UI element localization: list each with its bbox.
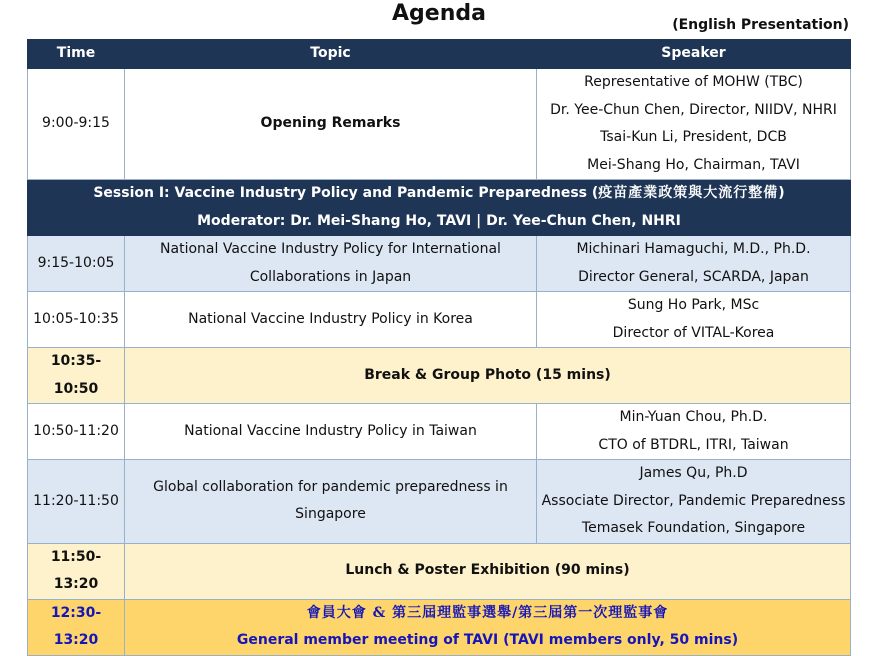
- meeting-cell: [125, 599, 851, 655]
- page-subtitle: (English Presentation): [672, 17, 849, 33]
- speaker-line: Min-Yuan Chou, Ph.D.: [619, 409, 768, 425]
- agenda-row-talk2: [28, 292, 851, 348]
- session-title-en: Session I: Vaccine Industry Policy and Pandemic Preparedness (: [93, 185, 599, 201]
- session-title-close: ): [778, 185, 785, 201]
- speaker-line: Dr. Yee-Chun Chen, Director, NIIDV, NHRI: [550, 101, 837, 118]
- speaker-line: Michinari Hamaguchi, M.D., Ph.D.: [576, 241, 811, 257]
- speaker-cell: [537, 292, 851, 348]
- lunch-label: Lunch & Poster Exhibition (90 mins): [125, 543, 851, 599]
- agenda-row-lunch: [28, 543, 851, 599]
- speaker-line: CTO of BTDRL, ITRI, Taiwan: [598, 436, 789, 453]
- header-row: [28, 40, 851, 69]
- time-cell: 11:20-11:50: [28, 460, 125, 544]
- header-time: Time: [28, 40, 125, 69]
- speaker-line: Mei-Shang Ho, Chairman, TAVI: [587, 156, 800, 173]
- header-topic: Topic: [125, 40, 537, 69]
- speaker-line: Director of VITAL-Korea: [612, 324, 775, 341]
- agenda-row-talk3: [28, 404, 851, 460]
- speaker-line: Director General, SCARDA, Japan: [578, 268, 809, 285]
- time-cell: 12:30-13:20: [28, 599, 125, 655]
- topic-cell: [125, 460, 537, 544]
- topic-line: Global collaboration for pandemic preparedness in: [153, 478, 508, 495]
- session-header-row: [28, 180, 851, 236]
- time-cell: 10:50-11:20: [28, 404, 125, 460]
- session-header-cell: [28, 180, 851, 236]
- speaker-cell: [537, 460, 851, 544]
- session-moderator: Moderator: Dr. Mei-Shang Ho, TAVI | Dr. Yee-Chun Chen, NHRI: [197, 212, 681, 229]
- speaker-cell: [537, 404, 851, 460]
- time-cell: 10:35-10:50: [28, 348, 125, 404]
- speaker-line: Tsai-Kun Li, President, DCB: [600, 129, 787, 145]
- break-label: Break & Group Photo (15 mins): [125, 348, 851, 404]
- agenda-row-meeting: [28, 599, 851, 655]
- page-title: Agenda: [392, 1, 486, 26]
- agenda-row-break: [28, 348, 851, 404]
- speaker-line: Temasek Foundation, Singapore: [581, 520, 806, 536]
- speaker-cell: [537, 69, 851, 180]
- time-cell: 10:05-10:35: [28, 292, 125, 348]
- agenda-table: [27, 39, 851, 656]
- time-cell: 9:15-10:05: [28, 236, 125, 292]
- session-title: [32, 180, 846, 208]
- time-cell: 11:50-13:20: [28, 543, 125, 599]
- time-cell: 9:00-9:15: [28, 69, 125, 180]
- header-speaker: Speaker: [537, 40, 851, 69]
- topic-line: National Vaccine Industry Policy for International: [160, 241, 501, 257]
- topic-line: Collaborations in Japan: [249, 268, 412, 285]
- speaker-cell: [537, 236, 851, 292]
- agenda-row-talk4: [28, 460, 851, 544]
- speaker-line: Associate Director, Pandemic Preparedness: [541, 492, 846, 509]
- meeting-label-en: General member meeting of TAVI (TAVI members only, 50 mins): [236, 632, 739, 648]
- agenda-row-opening: [28, 69, 851, 180]
- speaker-line: Representative of MOHW (TBC): [584, 74, 803, 90]
- topic-cell: Opening Remarks: [125, 69, 537, 180]
- agenda-row-talk1: [28, 236, 851, 292]
- topic-cell: National Vaccine Industry Policy in Korea: [125, 292, 537, 348]
- session-title-zh: 疫苗產業政策與大流行整備: [598, 185, 779, 201]
- speaker-line: Sung Ho Park, MSc: [627, 297, 760, 313]
- topic-cell: National Vaccine Industry Policy in Taiwan: [125, 404, 537, 460]
- topic-cell: [125, 236, 537, 292]
- topic-line: Singapore: [295, 506, 366, 523]
- meeting-label-zh: 會員大會 & 第三屆理監事選舉/第三屆第一次理監事會: [306, 604, 669, 621]
- speaker-line: James Qu, Ph.D: [639, 465, 748, 481]
